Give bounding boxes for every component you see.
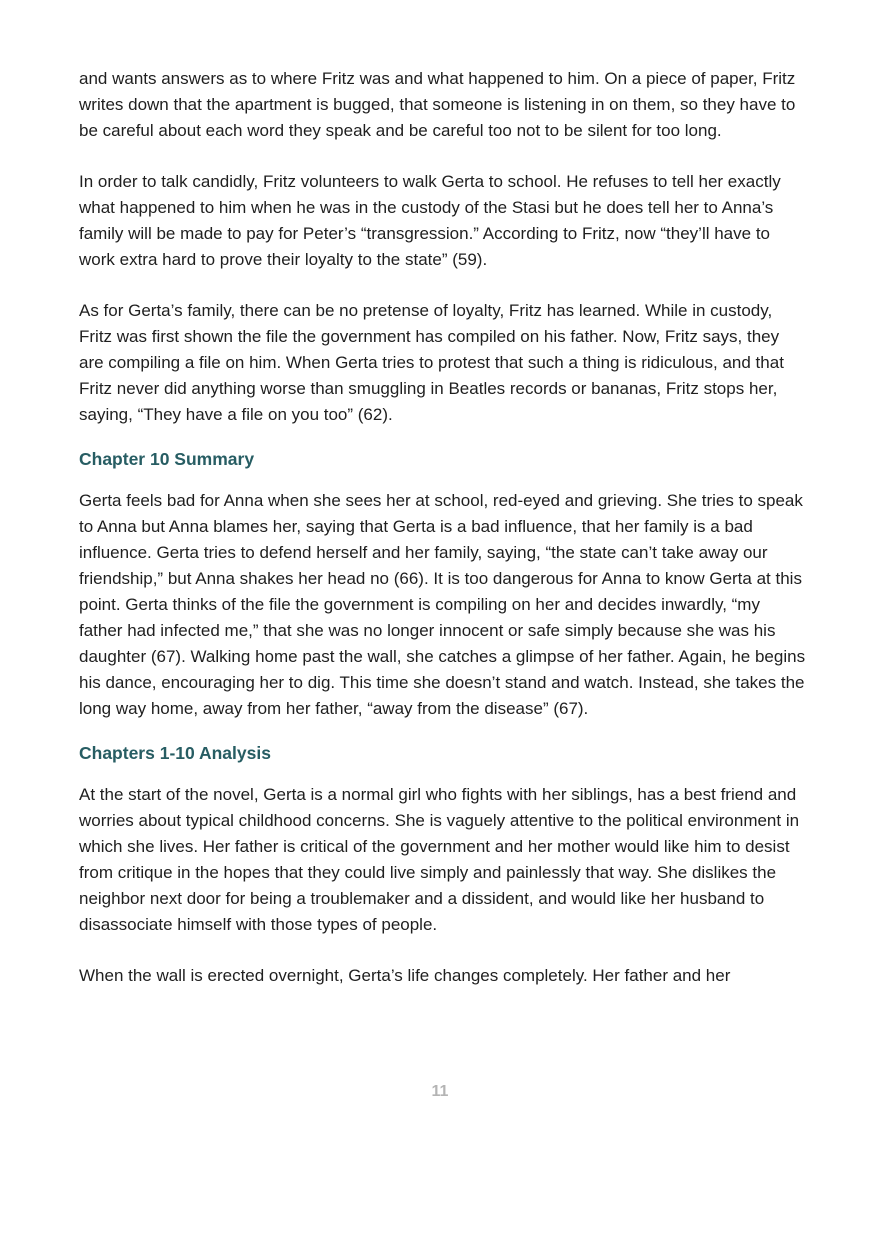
body-paragraph: Gerta feels bad for Anna when she sees her at school, red-eyed and grieving. She tries to speak to Anna but Anna blames her, saying that Gerta is a bad influence, that her family is a bad influence. Gerta tries to defend herself and her family, saying, “the state can’t take away our friendship,” but Anna shakes her head no (66). It is too dangerous for Anna to know Gerta at this point. Gerta thinks of the file the government is compiling on her and decides inwardly, “my father had infected me,” that she was no longer innocent or safe simply because she was his daughter (67). Walking home past the wall, she catches a glimpse of her father. Again, he begins his dance, encouraging her to dig. This time she doesn’t stand and watch. Instead, she takes the long way home, away from her father, “away from the disease” (67). [79,491,806,718]
body-paragraph: In order to talk candidly, Fritz volunteers to walk Gerta to school. He refuses to tell her exactly what happened to him when he was in the custody of the Stasi but he does tell her to Anna’s family will be made to pay for Peter’s “transgression.” According to Fritz, now “they’ll have to work extra hard to prove their loyalty to the state” (59). [79,172,781,269]
body-paragraph: As for Gerta’s family, there can be no pretense of loyalty, Fritz has learned. While in custody, Fritz was first shown the file the government has compiled on his father. Now, Fritz says, they are compiling a file on him. When Gerta tries to protest that such a thing is ridiculous, and that Fritz never did anything worse than smuggling in Beatles records or bananas, Fritz stops her, saying, “They have a file on you too” (62). [79,301,784,424]
section-heading-chapters-1-10-analysis: Chapters 1-10 Analysis [79,743,271,763]
body-paragraph: and wants answers as to where Fritz was and what happened to him. On a piece of paper, Fritz writes down that the apartment is bugged, that someone is listening in on them, so they have to be careful about each word they speak and be careful too not to be silent for too long. [79,69,796,140]
section-heading-chapter-10-summary: Chapter 10 Summary [79,449,255,469]
page-content [79,66,807,989]
body-paragraph: When the wall is erected overnight, Gerta’s life changes completely. Her father and her [79,966,731,985]
body-paragraph: At the start of the novel, Gerta is a normal girl who fights with her siblings, has a best friend and worries about typical childhood concerns. She is vaguely attentive to the political environment in which she lives. Her father is critical of the government and her mother would like him to desist from critique in the hopes that they could live simply and painlessly that way. She dislikes the neighbor next door for being a troublemaker and a dissident, and would like her husband to disassociate himself with those types of people. [79,785,800,934]
page-number: 11 [431,1083,449,1100]
